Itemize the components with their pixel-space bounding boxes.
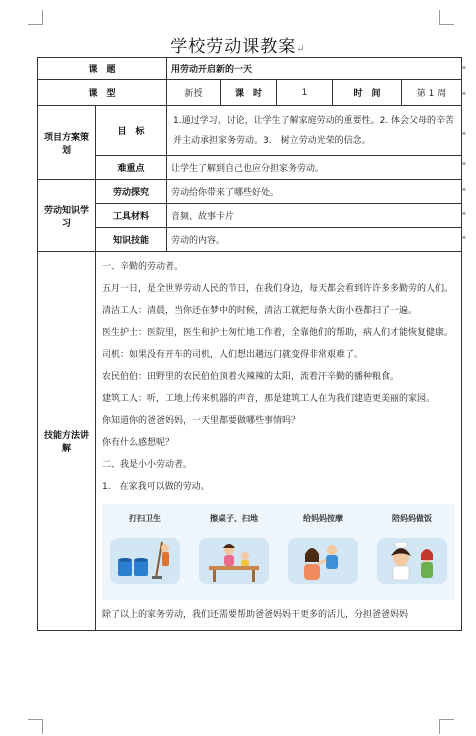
paragraph-mark: ▪ <box>461 210 466 217</box>
topic-row <box>38 58 462 80</box>
type-row <box>38 80 462 106</box>
paragraph-intro: 五月一日，是全世界劳动人民的节日，在我们身边，每天都会看到许许多多勤劳的人们。 <box>102 284 454 294</box>
objectives-row <box>38 106 462 156</box>
paragraph-mark: ▪ <box>461 90 466 97</box>
activity-cleaning <box>108 504 182 600</box>
paragraph-question-2: 你有什么感想呢？ <box>102 438 175 448</box>
activity-cooking-label: 陪妈妈做饭 <box>392 514 432 523</box>
activity-wiping <box>197 504 271 600</box>
project-section-label: 项目方案策划 <box>38 106 96 180</box>
paragraph-farmer: 农民伯伯：田野里的农民伯伯顶着火辣辣的太阳，流着汗辛勤的播种粮食。 <box>102 372 400 382</box>
crop-mark-bottom-right <box>439 719 454 734</box>
cooking-icon <box>377 538 447 584</box>
activity-massage <box>286 504 360 600</box>
skills-text[interactable]: 劳动的内容。 <box>167 228 462 252</box>
hours-label: 课 时 <box>221 80 277 106</box>
difficulty-text[interactable]: 让学生了解到自己也应分担家务劳动。 <box>167 156 462 180</box>
hours-value[interactable]: 1 <box>277 80 333 106</box>
massage-icon <box>288 538 358 584</box>
paragraph-mark: ▪ <box>461 234 466 241</box>
time-label: 时 间 <box>333 80 402 106</box>
activity-wiping-picture <box>199 538 269 584</box>
method-content[interactable] <box>96 252 462 631</box>
paragraph-mark: ▪ <box>461 186 466 193</box>
paragraph-subheading: 1. 在家我可以做的劳动。 <box>102 482 210 492</box>
tools-row <box>38 204 462 228</box>
paragraph-question-1: 你知道你的爸爸妈妈，一天里都要做哪些事情吗？ <box>102 416 301 426</box>
paragraph-mark: ▪ <box>461 64 466 71</box>
activity-massage-label: 给妈妈按摩 <box>303 514 343 523</box>
bucket-mop-icon <box>110 538 180 584</box>
objectives-label: 目 标 <box>96 106 167 156</box>
knowledge-section-label: 劳动知识学习 <box>38 180 96 252</box>
method-row <box>38 252 462 631</box>
document-title-text: 学校劳动课教案 <box>170 37 297 57</box>
type-value[interactable]: 新授 <box>167 80 221 106</box>
table-wiping-icon <box>199 538 269 584</box>
method-section-label: 技能方法讲解 <box>38 252 96 631</box>
tools-label: 工具材料 <box>96 204 167 228</box>
explore-row <box>38 180 462 204</box>
crop-mark-top-left <box>28 10 43 25</box>
activity-wiping-label: 擦桌子、扫地 <box>210 514 258 523</box>
skills-row <box>38 228 462 252</box>
activity-massage-picture <box>288 538 358 584</box>
explore-text[interactable]: 劳动给你带来了哪些好处。 <box>167 180 462 204</box>
tools-text[interactable]: 音频、故事卡片 <box>167 204 462 228</box>
type-label: 课 型 <box>38 80 167 106</box>
paragraph-mark: ▪ <box>461 130 466 137</box>
time-value[interactable]: 第 1 周 <box>402 80 462 106</box>
paragraph-heading-2: 二、我是小小劳动者。 <box>102 460 193 470</box>
topic-value[interactable]: 用劳动开启新的一天 <box>167 58 462 80</box>
lesson-plan-table <box>37 57 462 631</box>
skills-label: 知识技能 <box>96 228 167 252</box>
paragraph-doctor: 医生护士：医院里，医生和护士匆忙地工作着，全靠他们的帮助，病人们才能恢复健康。 <box>102 328 454 338</box>
activity-cleaning-picture <box>110 538 180 584</box>
return-mark: ↵ <box>296 44 306 55</box>
activity-cooking <box>375 504 449 600</box>
paragraph-builder: 建筑工人：听，工地上传来机器的声音，那是建筑工人在为我们建造更美丽的家园。 <box>102 394 436 404</box>
paragraph-closing: 除了以上的家务劳动，我们还需要帮助爸爸妈妈干更多的活儿，分担爸爸妈妈 <box>102 610 409 620</box>
paragraph-driver: 司机：如果没有开车的司机，人们想出趟远门就变得非常艰难了。 <box>102 350 364 360</box>
difficulty-label: 难重点 <box>96 156 167 180</box>
explore-label: 劳动探究 <box>96 180 167 204</box>
paragraph-heading-1: 一、辛勤的劳动者。 <box>102 262 184 272</box>
crop-mark-bottom-left <box>28 719 43 734</box>
activity-cleaning-label: 打扫卫生 <box>129 514 161 523</box>
activity-cooking-picture <box>377 538 447 584</box>
paragraph-mark: ▪ <box>461 160 466 167</box>
objectives-text[interactable]: 1.通过学习、讨论，让学生了解家庭劳动的重要性。2. 体会父母的辛苦并主动承担家务劳动。3. 树立劳动光荣的信念。 <box>167 106 462 156</box>
difficulty-row <box>38 156 462 180</box>
topic-label: 课 题 <box>38 58 167 80</box>
paragraph-cleaner: 清洁工人：清晨，当你还在梦中的时候，清洁工就把每条大街小巷都扫了一遍。 <box>102 306 418 316</box>
crop-mark-top-right <box>439 10 454 25</box>
chores-illustration <box>102 504 455 600</box>
document-title[interactable] <box>0 32 476 57</box>
